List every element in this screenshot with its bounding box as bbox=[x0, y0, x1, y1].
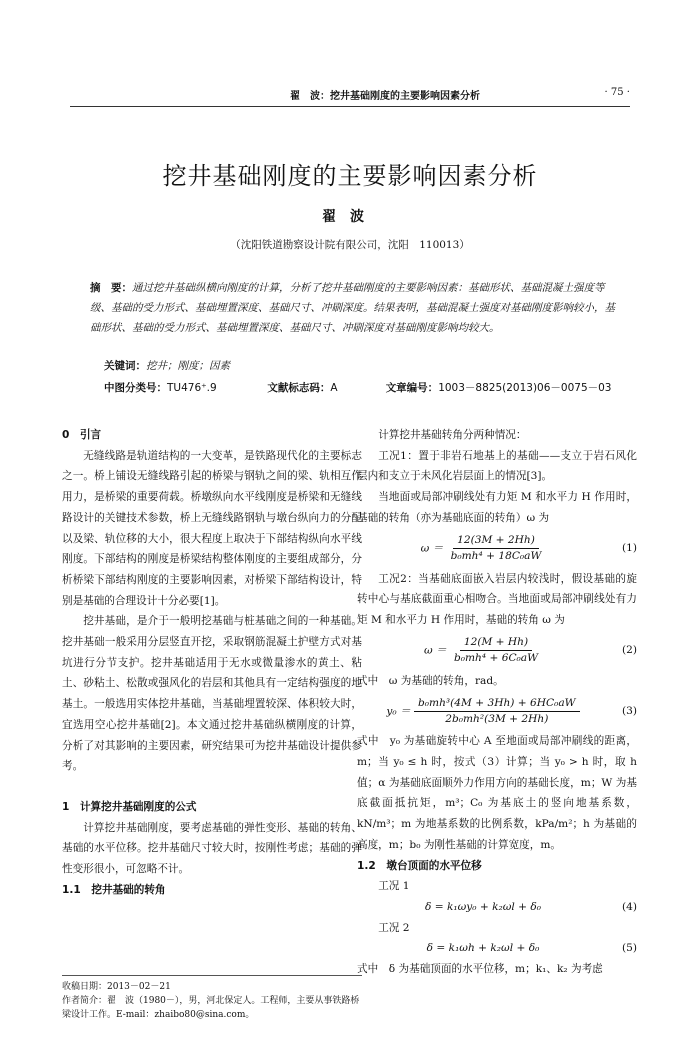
eq3-fraction bbox=[414, 696, 580, 727]
case-2-label: 工况 2 bbox=[378, 921, 410, 934]
eq1-lhs: ω ＝ bbox=[420, 542, 444, 555]
eq1-number: (1) bbox=[621, 542, 637, 555]
equation-3 bbox=[357, 691, 637, 731]
eq1-denominator: b₀mh⁴ + 18C₀aW bbox=[450, 550, 542, 563]
running-header bbox=[70, 84, 630, 107]
where-delta: 式中 δ 为基础顶面的水平位移，m；k₁、k₂ 为考虑 bbox=[357, 963, 603, 976]
section-1-2-title: 1.2 墩台顶面的水平位移 bbox=[357, 859, 482, 872]
author-name: 翟波 bbox=[322, 209, 378, 225]
classification-line bbox=[104, 380, 612, 395]
paragraph-3: 计算挖井基础刚度，要考虑基础的弹性变形、基础的转角、基础的水平位移。挖井基础尺寸较大时，按刚性考虑；基础的弹性变形很小，可忽略不计。 bbox=[62, 821, 362, 876]
eq4-body: δ = k₁ωy₀ + k₂ωl + δ₀ bbox=[424, 900, 542, 913]
doc-code-label: 文献标志码： bbox=[267, 382, 331, 394]
abstract bbox=[90, 278, 620, 338]
equation-2 bbox=[357, 631, 637, 671]
equation-4 bbox=[357, 897, 637, 918]
paper-title: 挖井基础刚度的主要影响因素分析 bbox=[162, 162, 538, 190]
where-y0: 式中 y₀ 为基础旋转中心 A 至地面或局部冲刷线的距离，m；当 y₀ ≤ h 时，按式（3）计算；当 y₀ > h 时，取 h 值；α 为基础底面顺外力作用方向的基础长度，m；W 为基底截面抵抗矩，m³；C₀ 为基底土的竖向地基系数，kN/m³；m 为地基系数的比例系数，kPa/m²；h 为基础的高度，m；b₀ 为刚性基础的计算宽度，m。 bbox=[357, 735, 637, 851]
article-no-label: 文章编号： bbox=[385, 382, 439, 394]
keywords-label: 关键词： bbox=[104, 360, 146, 372]
page-number: · 75 · bbox=[604, 87, 630, 98]
eq2-numerator: 12(M + Hh) bbox=[460, 635, 532, 651]
footnote bbox=[62, 975, 362, 1022]
clc-label: 中图分类号： bbox=[104, 382, 167, 394]
eq3-lhs: y₀ ＝ bbox=[386, 705, 411, 718]
paragraph-2: 挖井基础，是介于一般明挖基础与桩基础之间的一种基础。挖井基础一般采用分层竖直开挖，采取钢筋混凝土护壁方式对基坑进行分节支护。挖井基础适用于无水或微量渗水的黄土、粘土、砂粘土、松散或强风化的岩层和其他具有一定结构强度的地基土。一般选用实体挖井基础，当基础埋置较深、体积较大时，宜选用空心挖井基础[2]。本文通过挖井基础纵横刚度的计算，分析了对其影响的主要因素，研究结果可为挖井基础设计提供参考。 bbox=[62, 615, 362, 773]
paragraph-1: 无缝线路是轨道结构的一大变革，是铁路现代化的主要标志之一。桥上铺设无缝线路引起的桥梁与钢轨之间的梁、轨相互作用力，是桥梁的重要荷载。桥墩纵向水平线刚度是桥梁和无缝线路设计的关键技术参数，桥上无缝线路钢轨与墩台纵向力的分配以及梁、轨位移的大小，很大程度上取决于下部结构纵向水平线刚度。下部结构的刚度是桥梁结构整体刚度的主要组成部分，分析桥梁下部结构刚度的主要影响因素，对桥梁下部结构设计，特别是基础的合理设计十分必要[1]。 bbox=[62, 449, 362, 607]
running-title: 翟 波：挖井基础刚度的主要影响因素分析 bbox=[290, 91, 480, 102]
case-1-label: 工况 1 bbox=[378, 880, 410, 893]
eq3-number: (3) bbox=[621, 704, 637, 717]
doc-code-value: A bbox=[330, 382, 338, 394]
eq4-number: (4) bbox=[621, 900, 637, 913]
eq2-number: (2) bbox=[621, 644, 637, 657]
keywords bbox=[104, 358, 230, 373]
intro-sentence: 计算挖井基础转角分两种情况： bbox=[378, 429, 527, 441]
eq3-numerator: b₀mh³(4M + 3Hh) + 6HC₀aW bbox=[414, 696, 580, 712]
section-1-1-title: 1.1 挖井基础的转角 bbox=[62, 883, 166, 896]
affiliation: （沈阳铁道勘察设计院有限公司，沈阳 110013） bbox=[230, 239, 470, 251]
section-0-title: 0 引言 bbox=[62, 429, 102, 441]
abstract-label: 摘 要： bbox=[90, 282, 132, 294]
keywords-text: 挖井；刚度；因素 bbox=[146, 360, 230, 372]
equation-5 bbox=[357, 938, 637, 959]
eq2-lhs: ω ＝ bbox=[423, 644, 447, 657]
eq1-fraction bbox=[447, 533, 546, 564]
abstract-text: 通过挖井基础纵横向刚度的计算，分析了挖井基础刚度的主要影响因素：基础形状、基础混凝土强度等级、基础的受力形式、基础埋置深度、基础尺寸、冲刷深度。结果表明，基础混凝土强度对基础刚度影响较小，基础形状、基础的受力形式、基础埋置深度、基础尺寸、冲刷深度对基础刚度影响均较大。 bbox=[90, 282, 615, 334]
author-bio: 作者简介：翟 波（1980－），男，河北保定人。工程师，主要从事铁路桥梁设计工作。E-mail：zhaibo80@sina.com。 bbox=[62, 996, 360, 1020]
left-column bbox=[62, 425, 362, 900]
section-1-title: 1 计算挖井基础刚度的公式 bbox=[62, 800, 197, 813]
case-1-text: 工况1：置于非岩石地基上的基础——支立于岩石风化层内和支立于未风化岩层面上的情况[3]。 bbox=[357, 449, 637, 483]
eq5-number: (5) bbox=[621, 942, 637, 955]
case-1-description: 当地面或局部冲刷线处有力矩 M 和水平力 H 作用时，基础的转角（亦为基础底面的转角）ω 为 bbox=[357, 491, 637, 524]
eq5-body: δ = k₁ωh + k₂ωl + δ₀ bbox=[426, 942, 540, 955]
eq3-denominator: 2b₀mh²(3M + 2Hh) bbox=[445, 712, 549, 725]
case-2-text: 工况2：当基础底面嵌入岩层内较浅时，假设基础的旋转中心与基底截面重心相吻合。当地面或局部冲刷线处有力矩 M 和水平力 H 作用时，基础的转角 ω 为 bbox=[357, 572, 637, 626]
eq1-numerator: 12(3M + 2Hh) bbox=[453, 533, 539, 549]
article-no-value: 1003－8825(2013)06－0075－03 bbox=[438, 382, 612, 394]
eq2-denominator: b₀mh⁴ + 6C₀aW bbox=[453, 652, 539, 665]
eq2-fraction bbox=[450, 635, 542, 666]
equation-1 bbox=[357, 529, 637, 569]
right-column bbox=[357, 425, 637, 980]
where-omega: 式中 ω 为基础的转角，rad。 bbox=[357, 674, 504, 687]
clc-value: TU476⁺.9 bbox=[167, 382, 217, 394]
received-date: 收稿日期：2013－02－21 bbox=[62, 982, 171, 992]
